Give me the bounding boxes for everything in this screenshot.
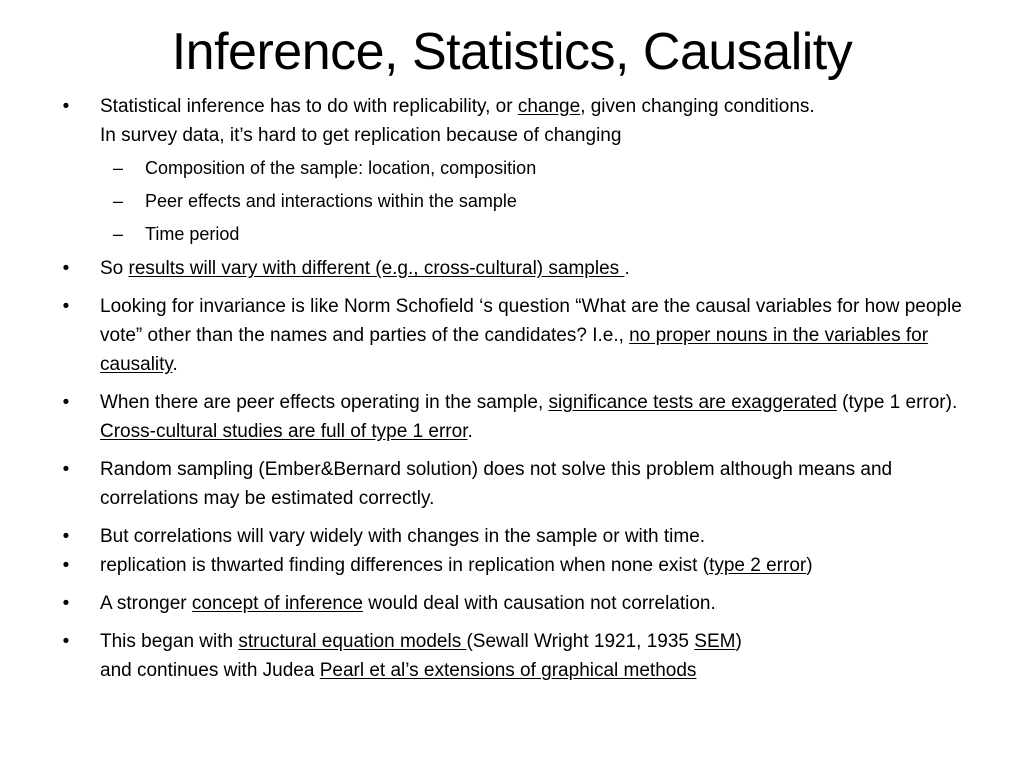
bullet-text: Random sampling (Ember&Bernard solution) does not solve this problem although means and correlations may be estimated correctly. xyxy=(100,459,893,509)
underlined-text: no proper nouns in the variables for causality xyxy=(100,325,929,375)
bullet-icon: • xyxy=(62,258,70,279)
sub-bullet-list xyxy=(100,152,978,251)
bullet-item xyxy=(58,522,978,551)
bullet-text: When there are peer effects operating in the sample, xyxy=(100,392,549,413)
sub-bullet-text: Composition of the sample: location, composition xyxy=(145,158,537,178)
bullet-item xyxy=(58,589,978,618)
bullet-item xyxy=(58,92,978,251)
slide-content xyxy=(58,92,978,685)
bullet-icon: • xyxy=(62,555,70,576)
bullet-text: This began with xyxy=(100,631,239,652)
bullet-text: (type 1 error). xyxy=(836,392,958,413)
bullet-text: would deal with causation not correlation. xyxy=(363,593,716,614)
underlined-text: change xyxy=(517,96,581,117)
underlined-text: Cross-cultural studies are full of type 1 error xyxy=(100,421,468,442)
bullet-text: (Sewall Wright 1921, 1935 xyxy=(466,631,695,652)
underlined-text: concept of inference xyxy=(191,593,364,614)
bullet-text: A stronger xyxy=(100,593,192,614)
sub-bullet-text: Peer effects and interactions within the sample xyxy=(145,191,517,211)
bullet-icon: • xyxy=(62,96,70,117)
bullet-text: . xyxy=(624,258,630,279)
bullet-icon: • xyxy=(62,459,70,480)
sub-bullet-item xyxy=(100,152,978,185)
underlined-text: type 2 error xyxy=(709,555,807,576)
bullet-list xyxy=(58,92,978,685)
dash-icon: – xyxy=(113,224,124,244)
bullet-item xyxy=(58,388,978,446)
bullet-text: So xyxy=(100,258,129,279)
bullet-text: ) xyxy=(806,555,813,576)
bullet-text: But correlations will vary widely with changes in the sample or with time. xyxy=(100,526,706,547)
dash-icon: – xyxy=(113,191,124,211)
bullet-text: replication is thwarted finding differences in replication when none exist ( xyxy=(100,555,710,576)
bullet-icon: • xyxy=(62,526,70,547)
bullet-icon: • xyxy=(62,631,70,652)
bullet-text: . xyxy=(172,354,178,375)
underlined-text: structural equation models xyxy=(238,631,467,652)
bullet-icon: • xyxy=(62,593,70,614)
bullet-item xyxy=(58,627,978,685)
bullet-icon: • xyxy=(62,296,70,317)
bullet-text-line2: and continues with Judea xyxy=(100,660,320,681)
bullet-icon: • xyxy=(62,392,70,413)
slide-title: Inference, Statistics, Causality xyxy=(171,23,853,81)
bullet-text: Looking for invariance is like Norm Schofield ‘s question “What are the causal variables for how people vote” other than the names and parties of the candidates? I.e., xyxy=(100,296,962,346)
bullet-text-line2: In survey data, it’s hard to get replication because of changing xyxy=(100,125,622,146)
bullet-text: . xyxy=(467,421,473,442)
dash-icon: – xyxy=(113,158,124,178)
sub-bullet-item xyxy=(100,185,978,218)
underlined-text: SEM xyxy=(694,631,736,652)
sub-bullet-item xyxy=(100,218,978,251)
underlined-text: significance tests are exaggerated xyxy=(548,392,837,413)
bullet-text: ) xyxy=(735,631,742,652)
bullet-text: , given changing conditions. xyxy=(580,96,815,117)
bullet-text: Statistical inference has to do with replicability, or xyxy=(100,96,518,117)
bullet-item xyxy=(58,455,978,513)
sub-bullet-text: Time period xyxy=(145,224,240,244)
bullet-item xyxy=(58,254,978,283)
bullet-item xyxy=(58,551,978,580)
bullet-item xyxy=(58,292,978,379)
underlined-text: Pearl et al’s extensions of graphical methods xyxy=(319,660,697,681)
underlined-text: results will vary with different (e.g., cross-cultural) samples xyxy=(128,258,625,279)
